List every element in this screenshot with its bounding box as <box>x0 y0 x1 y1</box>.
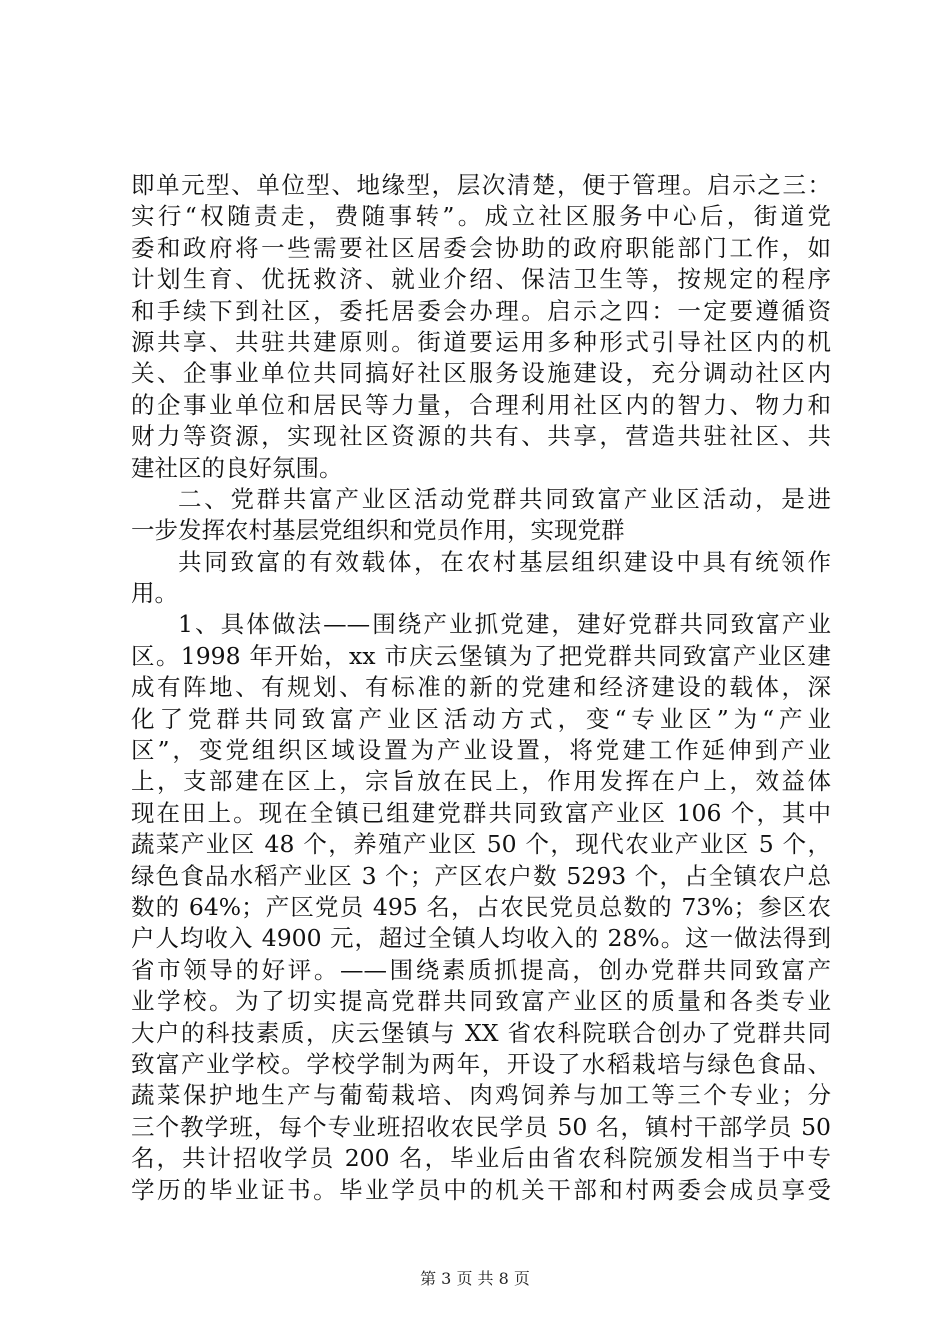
text-line: 1、具体做法——围绕产业抓党建，建好党群共同致富产业 <box>178 610 831 639</box>
text-line: 蔬菜保护地生产与葡萄栽培、肉鸡饲养与加工等三个专业；分 <box>131 1081 831 1110</box>
text-line: 实行“权随责走，费随事转”。成立社区服务中心后，街道党 <box>131 202 831 231</box>
text-line: 即单元型、单位型、地缘型，层次清楚，便于管理。启示之三： <box>131 171 831 199</box>
text-line: 省市领导的好评。——围绕素质抓提高，创办党群共同致富产 <box>131 955 831 984</box>
text-line: 计划生育、优抚救济、就业介绍、保洁卫生等，按规定的程序 <box>131 265 831 294</box>
text-line: 用。 <box>131 579 178 608</box>
text-line: 数的 64%；产区党员 495 名，占农民党员总数的 73%；参区农 <box>131 892 831 921</box>
text-line: 学历的毕业证书。毕业学员中的机关干部和村两委会成员享受 <box>131 1175 831 1204</box>
text-line: 名，共计招收学员 200 名，毕业后由省农科院颁发相当于中专 <box>131 1144 831 1173</box>
text-line: 建社区的良好氛围。 <box>131 453 343 482</box>
text-line: 委和政府将一些需要社区居委会协助的政府职能部门工作，如 <box>131 233 831 262</box>
text-line: 致富产业学校。学校学制为两年，开设了水稻栽培与绿色食品、 <box>131 1049 831 1078</box>
text-line: 蔬菜产业区 48 个，养殖产业区 50 个，现代农业产业区 5 个， <box>131 830 831 859</box>
text-line: 和手续下到社区，委托居委会办理。启示之四：一定要遵循资 <box>131 296 831 325</box>
page-number-footer: 第 3 页 共 8 页 <box>420 1269 530 1288</box>
text-line: 大户的科技素质，庆云堡镇与 XX 省农科院联合创办了党群共同 <box>131 1018 831 1047</box>
text-line: 关、企事业单位共同搞好社区服务设施建设，充分调动社区内 <box>131 359 831 388</box>
text-line: 共同致富的有效载体，在农村基层组织建设中具有统领作 <box>178 547 831 576</box>
text-line: 一步发挥农村基层党组织和党员作用，实现党群 <box>131 516 625 545</box>
text-line: 绿色食品水稻产业区 3 个；产区农户数 5293 个，占全镇农户总 <box>131 861 831 890</box>
text-line: 源共享、共驻共建原则。街道要运用多种形式引导社区内的机 <box>131 327 831 356</box>
text-line: 业学校。为了切实提高党群共同致富产业区的质量和各类专业 <box>131 987 831 1016</box>
text-line: 户人均收入 4900 元，超过全镇人均收入的 28%。这一做法得到 <box>131 924 831 953</box>
text-line: 二、党群共富产业区活动党群共同致富产业区活动，是进 <box>178 484 831 513</box>
text-line: 化了党群共同致富产业区活动方式，变“专业区”为“产业 <box>131 704 831 733</box>
text-line: 区”，变党组织区域设置为产业设置，将党建工作延伸到产业 <box>131 736 831 765</box>
text-line: 三个教学班，每个专业班招收农民学员 50 名，镇村干部学员 50 <box>131 1112 831 1141</box>
text-line: 上，支部建在区上，宗旨放在民上，作用发挥在户上，效益体 <box>131 767 831 796</box>
text-line: 区。1998 年开始，xx 市庆云堡镇为了把党群共同致富产业区建 <box>131 641 831 670</box>
text-line: 成有阵地、有规划、有标准的新的党建和经济建设的载体，深 <box>131 673 831 702</box>
text-line: 财力等资源，实现社区资源的共有、共享，营造共驻社区、共 <box>131 422 831 451</box>
text-line: 的企事业单位和居民等力量，合理利用社区内的智力、物力和 <box>131 390 831 419</box>
text-line: 现在田上。现在全镇已组建党群共同致富产业区 106 个，其中 <box>131 798 831 827</box>
document-body <box>131 170 831 1206</box>
